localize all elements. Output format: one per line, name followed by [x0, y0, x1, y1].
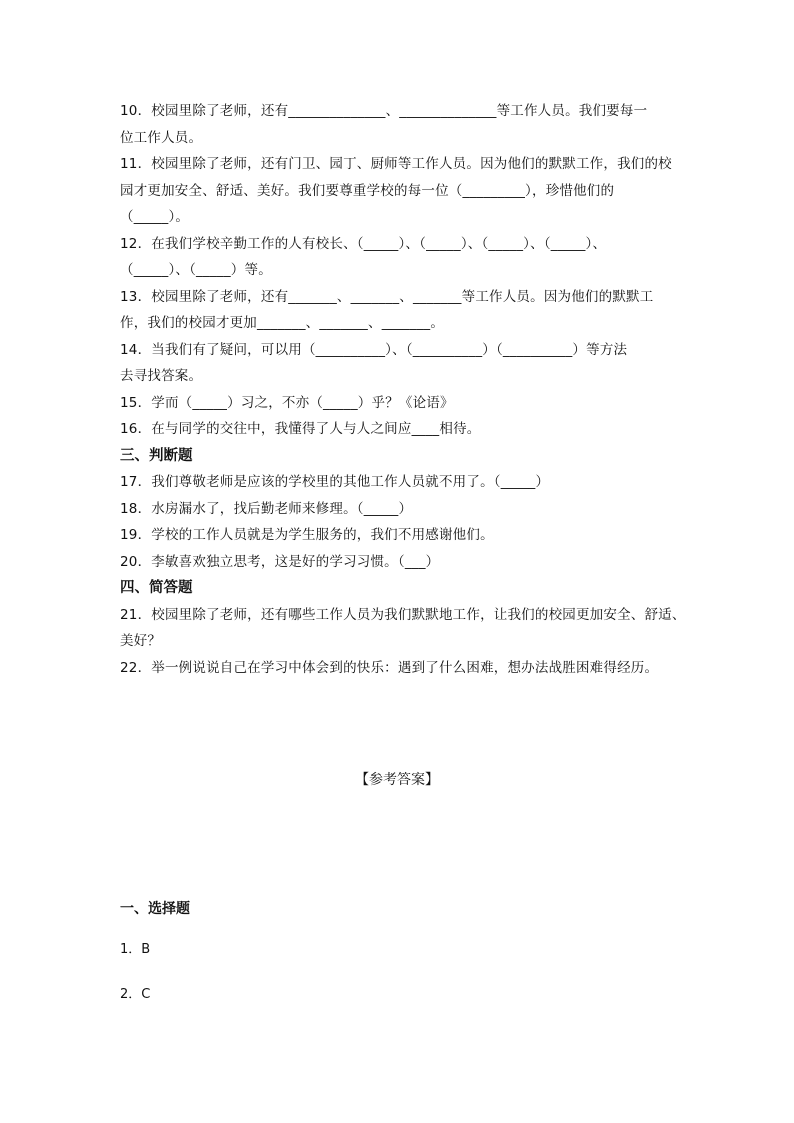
question-12-line-2: （_____）、（_____）等。 [120, 262, 272, 278]
question-13-line-2: 作，我们的校园才更加_______、_______、_______。 [120, 315, 445, 331]
question-15: 15．学而（_____）习之，不亦（_____）乎？《论语》 [120, 394, 454, 411]
question-16: 16．在与同学的交往中，我懂得了人与人之间应____相待。 [120, 421, 481, 437]
question-10-line-1: 10．校园里除了老师，还有______________、______________等工作人员。我们要每一 [120, 103, 648, 119]
question-20: 20．李敏喜欢独立思考，这是好的学习习惯。（___） [120, 553, 440, 570]
section-heading-short-answer: 四、简答题 [120, 580, 193, 596]
answer-key-title: 【参考答案】 [355, 772, 439, 788]
question-21-line-2: 美好？ [120, 633, 162, 649]
question-11-line-3: （_____）。 [120, 209, 190, 225]
question-11-line-2: 园才更加安全、舒适、美好。我们要尊重学校的每一位（_________），珍惜他们的 [120, 182, 615, 199]
answer-item-1: 1．B [120, 942, 151, 957]
question-12-line-1: 12．在我们学校辛勤工作的人有校长、（_____）、（_____）、（_____）、（_____）、 [120, 235, 607, 252]
question-13-line-1: 13．校园里除了老师，还有_______、_______、_______等工作人员。因为他们的默默工 [120, 288, 654, 305]
section-heading-judgement: 三、判断题 [120, 447, 193, 464]
question-22: 22．举一例说说自己在学习中体会到的快乐：遇到了什么困难，想办法战胜困难得经历。 [120, 659, 659, 676]
question-19: 19．学校的工作人员就是为学生服务的，我们不用感谢他们。 [120, 527, 494, 543]
question-18: 18．水房漏水了，找后勤老师来修理。（_____） [120, 500, 413, 517]
question-10-line-2: 位工作人员。 [120, 129, 203, 146]
question-11-line-1: 11．校园里除了老师，还有门卫、园丁、厨师等工作人员。因为他们的默默工作，我们的校 [120, 156, 672, 172]
question-21-line-1: 21．校园里除了老师，还有哪些工作人员为我们默默地工作，让我们的校园更加安全、舒适、 [120, 606, 686, 623]
question-list [120, 98, 686, 681]
answer-section-choice: 一、选择题 [120, 901, 190, 917]
question-17: 17．我们尊敬老师是应该的学校里的其他工作人员就不用了。（_____） [120, 474, 550, 490]
answer-item-2: 2．C [120, 987, 151, 1002]
question-14-line-2: 去寻找答案。 [120, 368, 203, 384]
question-14-line-1: 14．当我们有了疑问，可以用（__________）、（__________）（__________）等方法 [120, 341, 628, 358]
